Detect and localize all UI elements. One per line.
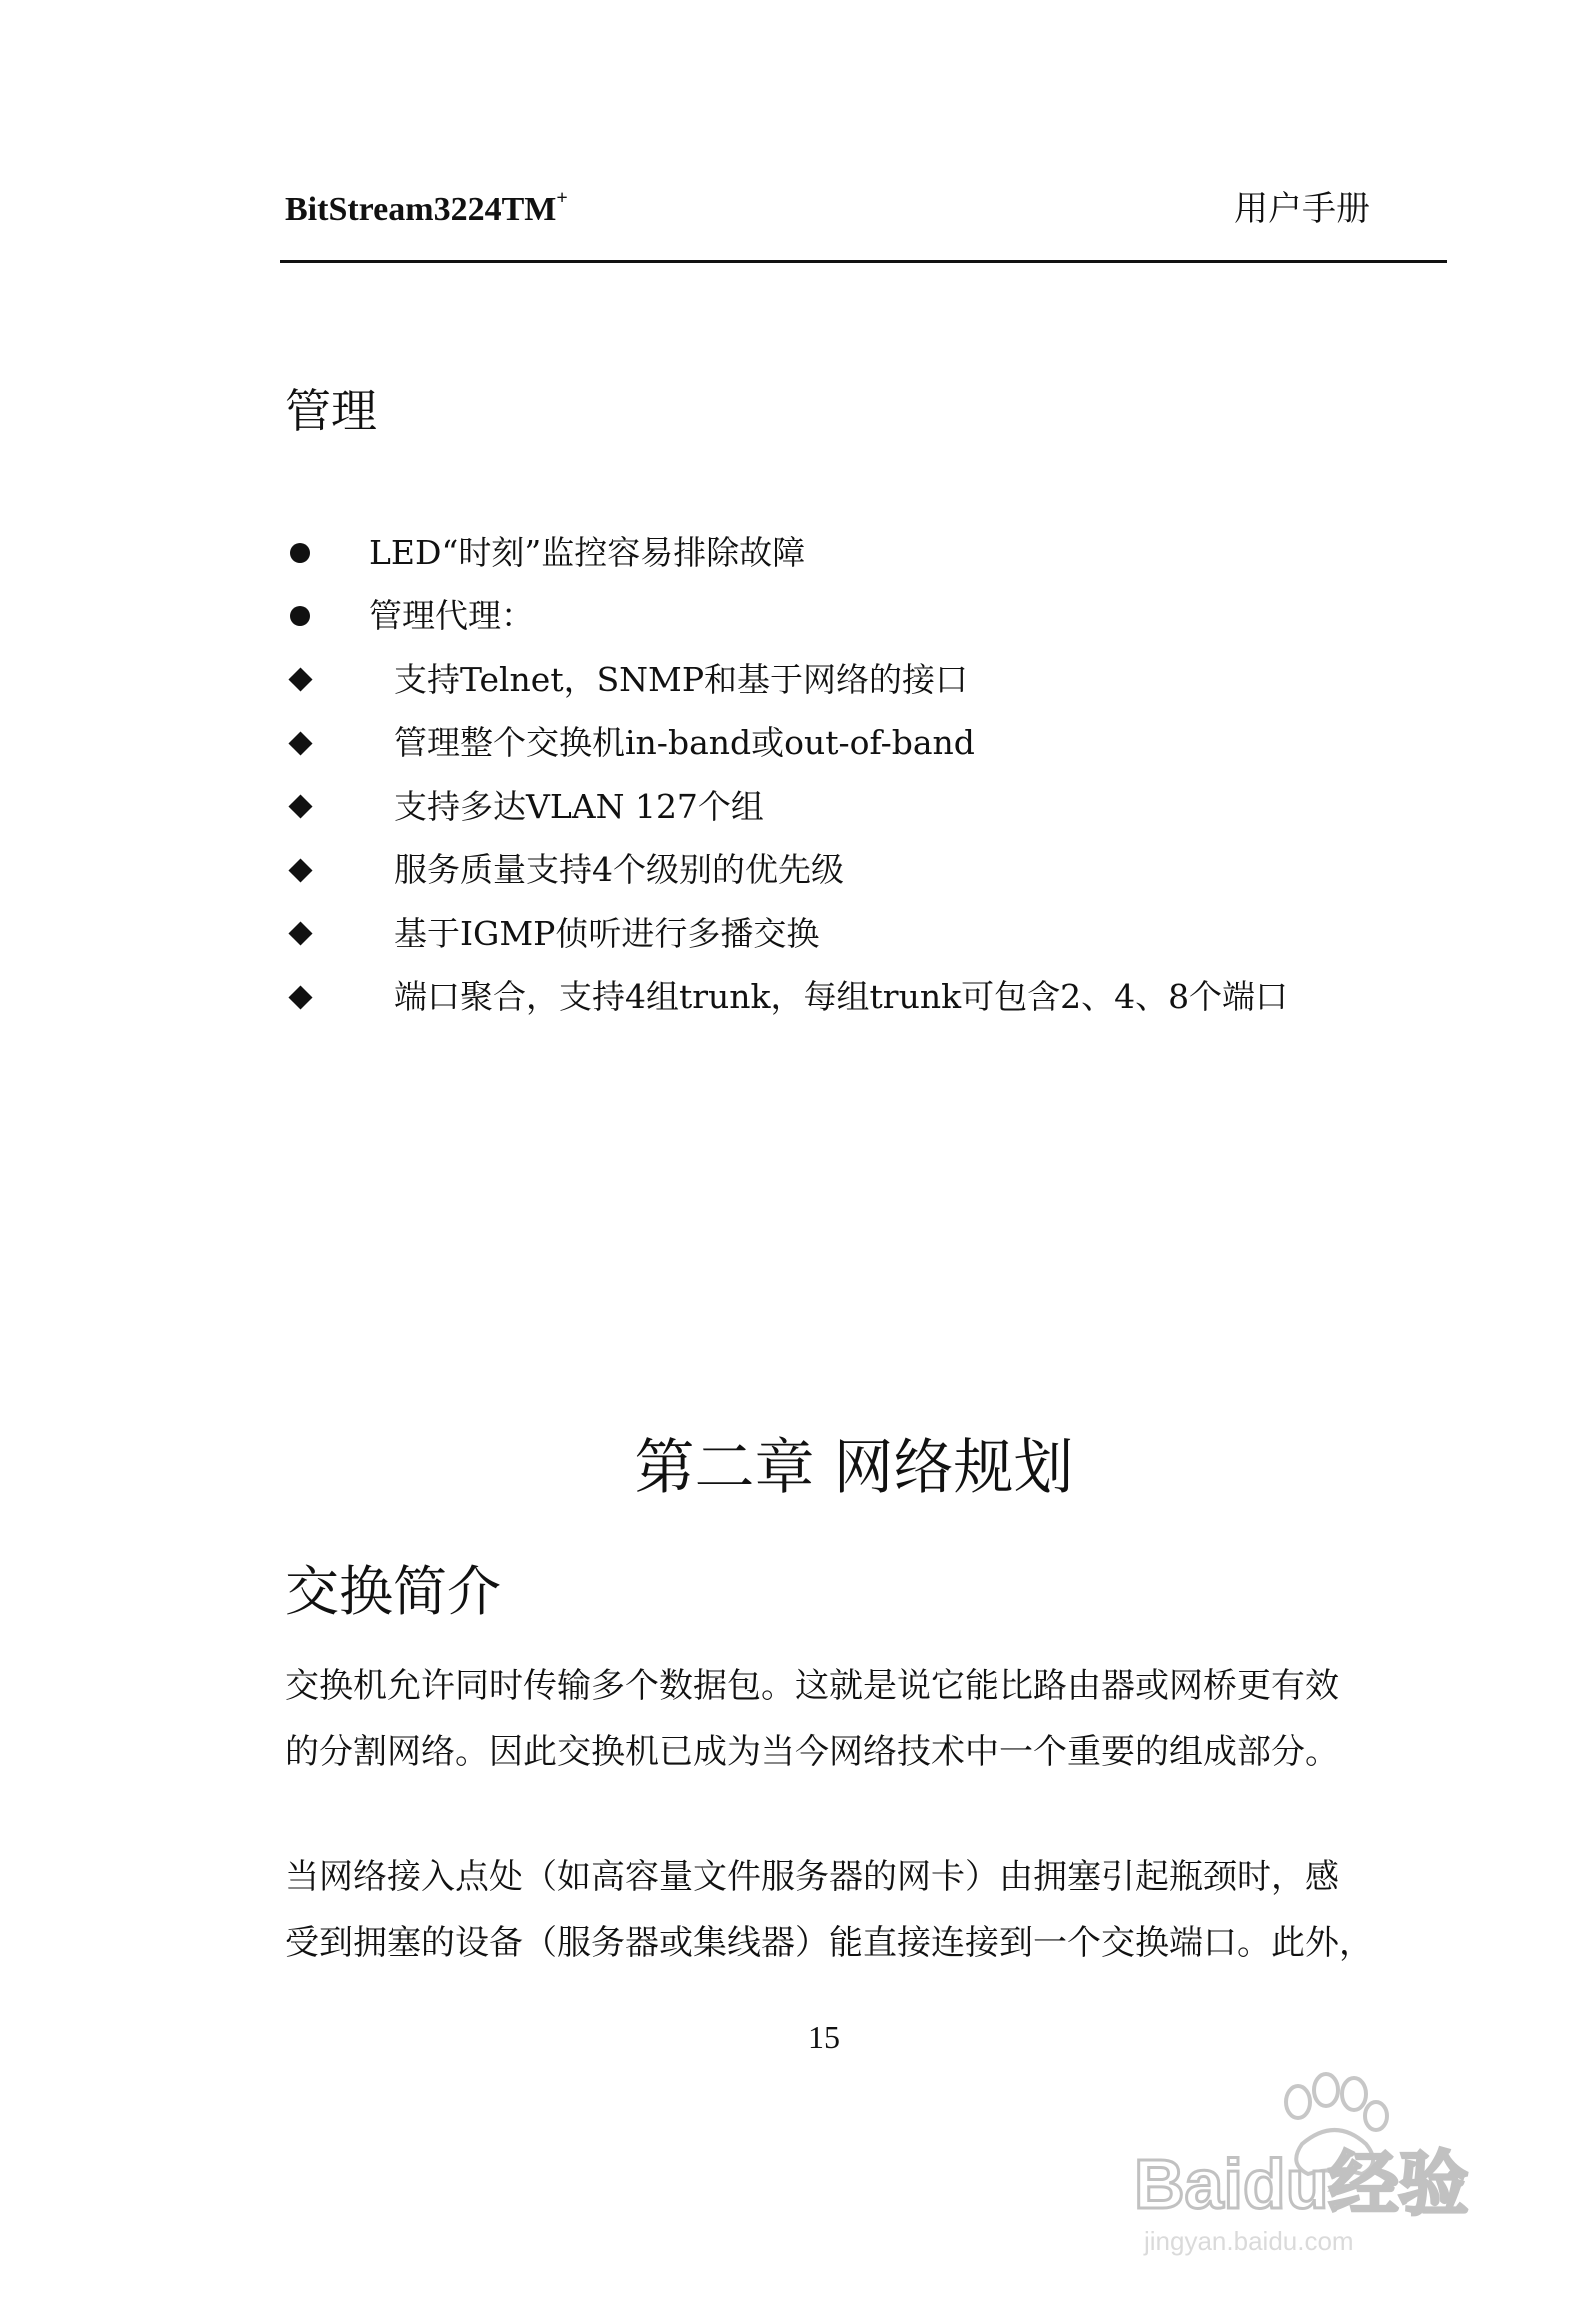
- bullet-diamond-icon: [288, 858, 312, 882]
- feature-list-item-text: 支持多达VLAN 127个组: [394, 786, 764, 826]
- bullet-diamond-icon: [288, 731, 312, 755]
- management-heading: 管理: [285, 384, 377, 438]
- switching-intro-paragraph-1: [285, 1653, 1455, 1785]
- header-manual-title: 用户手册: [1234, 189, 1370, 229]
- feature-list-item: [285, 712, 1435, 776]
- baidu-jingyan-watermark-logo: [1130, 2060, 1510, 2260]
- feature-list-item: [285, 648, 1435, 712]
- feature-list-item-text: 支持Telnet，SNMP和基于网络的接口: [394, 659, 969, 699]
- page-number: 15: [808, 2019, 840, 2055]
- bullet-dot-icon: [290, 543, 310, 563]
- feature-list-item: [285, 585, 1435, 649]
- paragraph-line: 的分割网络。因此交换机已成为当今网络技术中一个重要的组成部分。: [285, 1732, 1339, 1772]
- bullet-dot-icon: [290, 606, 310, 626]
- header-product-superscript: +: [556, 186, 568, 209]
- feature-list-item: [285, 839, 1435, 903]
- watermark-url-text: jingyan.baidu.com: [1144, 2226, 1354, 2256]
- feature-list-item: [285, 902, 1435, 966]
- switching-intro-heading: 交换简介: [285, 1560, 501, 1623]
- feature-list-item-text: 基于IGMP侦听进行多播交换: [394, 913, 820, 953]
- paragraph-line: 交换机允许同时传输多个数据包。这就是说它能比路由器或网桥更有效: [285, 1666, 1339, 1706]
- watermark-brand-text: Baidu经验: [1134, 2145, 1469, 2223]
- paragraph-line: 受到拥塞的设备（服务器或集线器）能直接连接到一个交换端口。此外，: [285, 1923, 1373, 1963]
- feature-list-item-text: 服务质量支持4个级别的优先级: [394, 850, 844, 890]
- feature-list-item: [285, 775, 1435, 839]
- bullet-diamond-icon: [288, 922, 312, 946]
- feature-list-item-text: LED“时刻”监控容易排除故障: [369, 532, 806, 572]
- management-feature-list: [285, 521, 1435, 1029]
- header-product-name: [285, 186, 568, 230]
- feature-list-item-text: 管理整个交换机in-band或out-of-band: [394, 723, 975, 763]
- paragraph-line: 当网络接入点处（如高容量文件服务器的网卡）由拥塞引起瓶颈时，感: [285, 1857, 1339, 1897]
- switching-intro-paragraph-2: [285, 1844, 1455, 1976]
- feature-list-item: [285, 521, 1435, 585]
- feature-list-item: [285, 966, 1435, 1030]
- bullet-diamond-icon: [288, 668, 312, 692]
- header-divider: [280, 260, 1447, 263]
- feature-list-item-text: 管理代理：: [369, 596, 534, 636]
- header-product-text: BitStream3224TM: [285, 191, 557, 228]
- feature-list-item-text: 端口聚合，支持4组trunk，每组trunk可包含2、4、8个端口: [394, 977, 1289, 1017]
- bullet-diamond-icon: [288, 985, 312, 1009]
- bullet-diamond-icon: [288, 795, 312, 819]
- chapter-title: 第二章 网络规划: [634, 1433, 1074, 1503]
